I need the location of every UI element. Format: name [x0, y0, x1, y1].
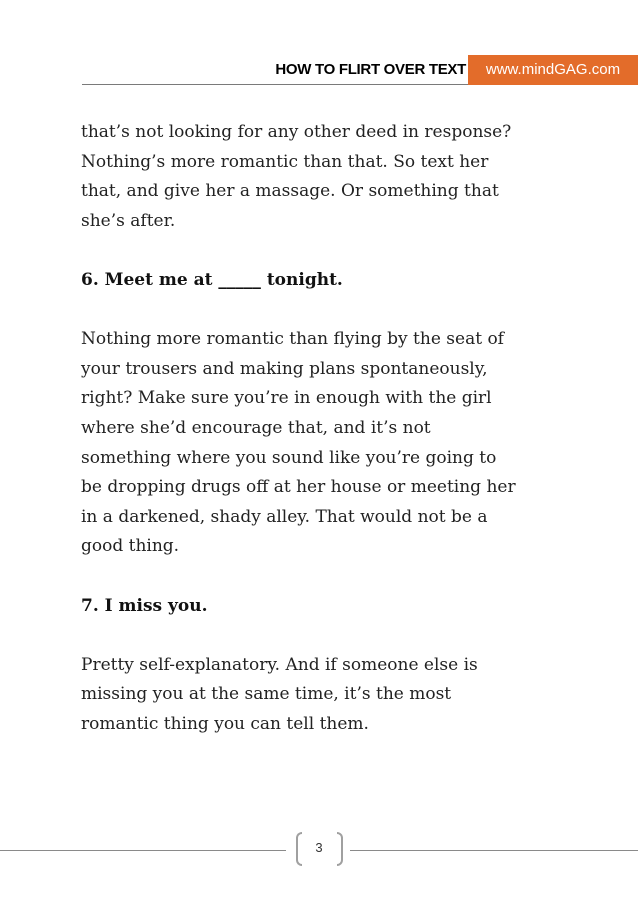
body-line: Nothing’s more romantic than that. So text her [81, 151, 489, 172]
body-line: that’s not looking for any other deed in response? [81, 122, 512, 142]
paragraph-gap [81, 236, 581, 266]
header-brand-badge: www.mindGAG.com [468, 55, 638, 85]
page-header [82, 55, 638, 85]
body-line: she’s after. [81, 210, 176, 231]
body-line: that, and give her a massage. Or something that [81, 181, 499, 202]
section-heading-7: 7. I miss you. [81, 595, 208, 616]
body-line: right? Make sure you’re in enough with the girl [81, 388, 492, 409]
body-line: your trousers and making plans spontaneously, [81, 358, 488, 379]
header-divider [82, 84, 468, 85]
header-title: HOW TO FLIRT OVER TEXT [275, 61, 466, 78]
body-line: missing you at the same time, it’s the most [81, 684, 452, 705]
body-line: something where you sound like you’re going to [81, 447, 497, 468]
paragraph-gap [81, 621, 581, 651]
body-line: Pretty self-explanatory. And if someone else is [81, 654, 478, 675]
footer-divider-left [0, 850, 286, 851]
page-number-bracket-left [296, 832, 302, 866]
page-number-bracket-right [337, 832, 343, 866]
body-line: be dropping drugs off at her house or meeting her [81, 477, 516, 498]
body-line: good thing. [81, 536, 180, 557]
body-line: where she’d encourage that, and it’s not [81, 417, 431, 438]
paragraph-gap [81, 296, 581, 326]
paragraph-gap [81, 562, 581, 592]
page-content [81, 118, 581, 739]
body-line: in a darkened, shady alley. That would not be a [81, 506, 488, 527]
section-heading-6: 6. Meet me at _____ tonight. [81, 269, 343, 290]
page-number: 3 [315, 840, 323, 855]
body-line: Nothing more romantic than flying by the seat of [81, 329, 504, 350]
body-line: romantic thing you can tell them. [81, 713, 369, 734]
footer-divider-right [350, 850, 638, 851]
